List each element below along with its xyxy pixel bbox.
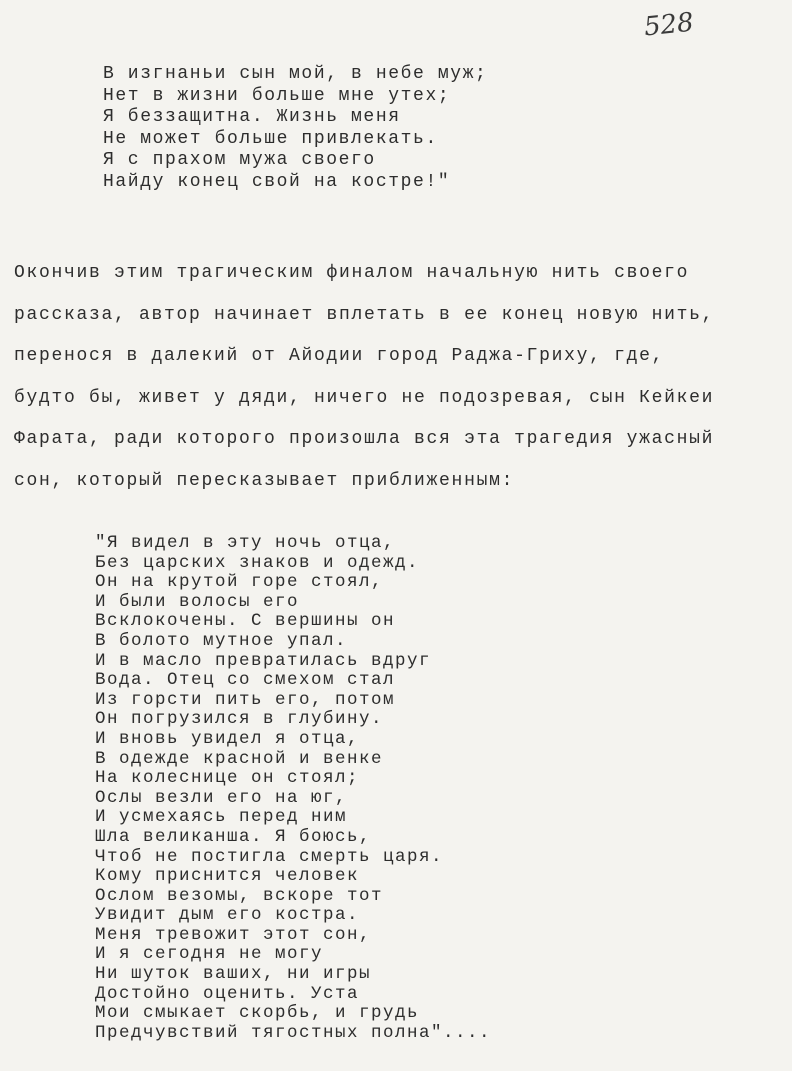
poem-line: В изгнаньи сын мой, в небе муж; <box>103 64 488 84</box>
poem-line: Мои смыкает скорбь, и грудь <box>95 1003 420 1024</box>
poem-line: Без царских знаков и одежд. <box>95 552 420 573</box>
poem-line: Достойно оценить. Уста <box>95 983 360 1004</box>
prose-line: Окончив этим трагическим финалом начальную нить своего <box>14 263 690 283</box>
prose-line: Фарата, ради которого произошла вся эта трагедия ужасный <box>14 429 715 449</box>
poem-line: Ни шуток ваших, ни игры <box>95 964 372 985</box>
poem-line: Вода. Отец со смехом стал <box>95 670 396 691</box>
poem-line: Кому приснится человек <box>95 866 360 887</box>
prose-line: рассказа, автор начинает вплетать в ее конец новую нить, <box>14 304 715 325</box>
poem-line: Ослы везли его на юг, <box>95 787 348 808</box>
poem-line: В одежде красной и венке <box>95 748 384 769</box>
poem-line: Нет в жизни больше мне утех; <box>103 85 451 106</box>
poem-stanza-1 <box>103 64 487 193</box>
poem-line: На колеснице он стоял; <box>95 768 360 789</box>
poem-line: И я сегодня не могу <box>95 944 324 965</box>
poem-line: И вновь увидел я отца, <box>95 728 360 749</box>
prose-line: перенося в далекий от Айодии город Раджа-Гриху, где, <box>14 346 665 366</box>
poem-line: Чтоб не постигла смерть царя. <box>95 846 444 867</box>
poem-line: Шла великанша. Я боюсь, <box>95 826 372 847</box>
poem-line: И были волосы его <box>95 591 300 612</box>
poem-line: Увидит дым его костра. <box>95 905 360 926</box>
poem-line: Я с прахом мужа своего <box>103 150 376 170</box>
poem-line: И усмехаясь перед ним <box>95 807 348 828</box>
page-number: 528 <box>642 7 696 43</box>
prose-line: сон, который пересказывает приближенным: <box>14 470 515 491</box>
poem-line: Меня тревожит этот сон, <box>95 924 372 945</box>
poem-line: Ослом везомы, вскоре тот <box>95 885 384 906</box>
poem-stanza-2 <box>95 534 491 1043</box>
prose-paragraph <box>14 253 714 502</box>
poem-line: И в масло превратилась вдруг <box>95 650 432 671</box>
prose-line: будто бы, живет у дяди, ничего не подозревая, сын Кейкеи <box>14 387 715 408</box>
poem-line: Я беззащитна. Жизнь меня <box>103 107 401 127</box>
poem-line: Предчувствий тягостных полна".... <box>95 1022 492 1043</box>
poem-line: Найду конец свой на костре!" <box>103 171 451 192</box>
poem-line: Он на крутой горе стоял, <box>95 572 384 593</box>
poem-line: Всклокочены. С вершины он <box>95 611 396 632</box>
poem-line: Он погрузился в глубину. <box>95 709 384 730</box>
poem-line: В болото мутное упал. <box>95 630 348 651</box>
poem-line: Из горсти пить его, потом <box>95 689 396 710</box>
poem-line: "Я видел в эту ночь отца, <box>95 533 396 553</box>
poem-line: Не может больше привлекать. <box>103 128 438 149</box>
